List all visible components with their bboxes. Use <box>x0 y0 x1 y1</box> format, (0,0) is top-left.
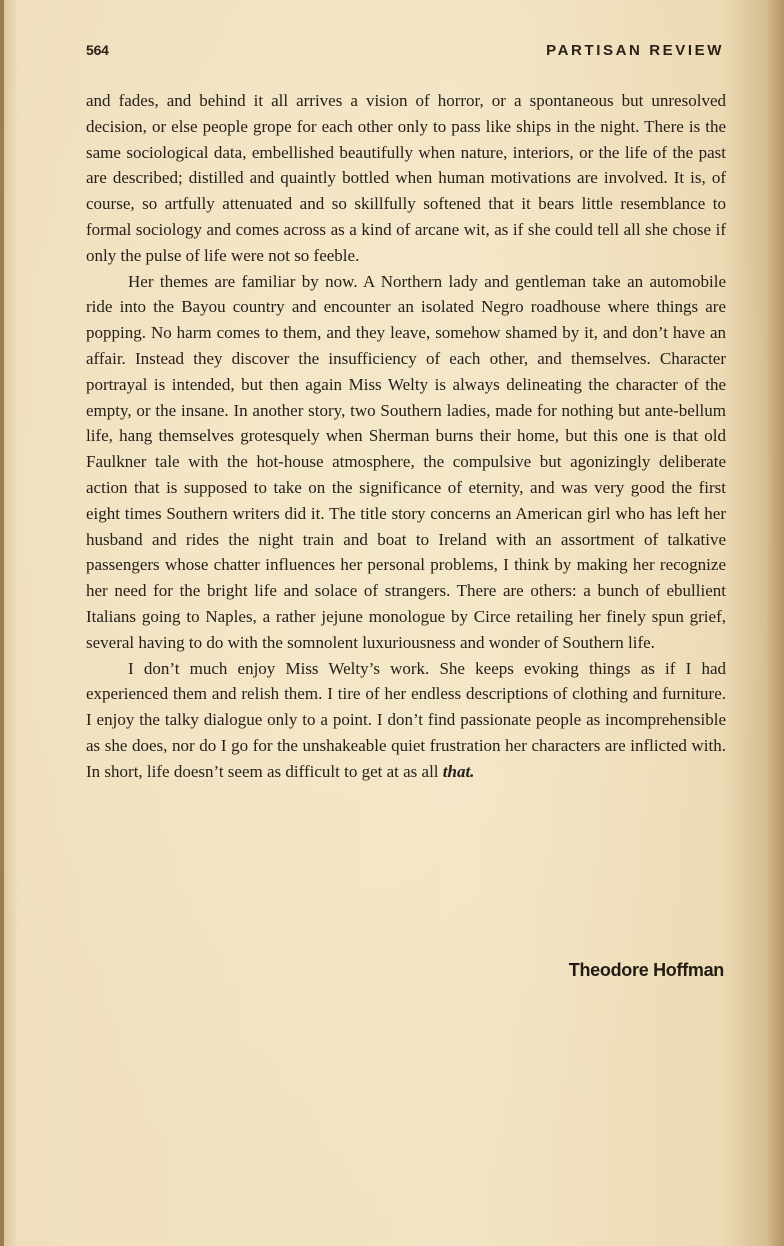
author-signature: Theodore Hoffman <box>568 960 724 980</box>
paragraph-3 <box>86 656 726 785</box>
page-binding-edge <box>0 0 4 1246</box>
page-outer-edge-shadow <box>766 0 784 1246</box>
page-header <box>86 42 724 64</box>
paragraph-2: Her themes are familiar by now. A Northern lady and gentleman take an automobile ride into the Bayou country and encounter an isolated Negro roadhouse where things are popping. No harm comes to them, and they leave, somehow shamed by it, and don’t have an affair. Instead they discover the insufficiency of each other, and themselves. Character portrayal is intended, but then again Miss Welty is always delineating the character of the empty, or the insane. In another story, two Southern ladies, made for nothing but ante-bellum life, hang themselves grotesquely when Sherman burns their home, but this one is that old Faulkner tale with the hot-house atmosphere, the compulsive but agonizingly deliberate action that is supposed to take on the significance of eternity, and was very good the first eight times Southern writers did it. The title story concerns an American girl who has left her husband and rides the night train and boat to Ireland with an assortment of talkative passengers whose chatter influences her personal problems, I think by making her recognize her need for the bright life and solace of strangers. There are others: a bunch of ebullient Italians going to Naples, a rather jejune monologue by Circe retailing her finely spun grief, several having to do with the somnolent luxuriousness and wonder of Southern life. <box>86 271 726 652</box>
paragraph-3-text: I don’t much enjoy Miss Welty’s work. She keeps evoking things as if I had experienced them and relish them. I tire of her endless descriptions of clothing and furniture. I enjoy the talky dialogue only to a point. I don’t find passionate people as incomprehensible as she does, nor do I go for the unshakeable quiet frustration her characters are inflicted with. In short, life doesn’t seem as difficult to get at as all <box>86 658 726 781</box>
paragraph-1: and fades, and behind it all arrives a vision of horror, or a spontaneous but unresolved decision, or else people grope for each other only to pass like ships in the night. There is the same sociological data, embellished beautifully when nature, interiors, or the life of the past are described; distilled and quaintly bottled when human motivations are involved. It is, of course, so artfully attenuated and so skillfully softened that it bears little resemblance to formal sociology and comes across as a kind of arcane wit, as if she could tell all she chose if only the pulse of life were not so feeble. <box>86 91 726 265</box>
running-head: PARTISAN REVIEW <box>546 42 724 59</box>
review-body <box>86 88 726 785</box>
page-number: 564 <box>86 42 109 58</box>
final-emphasis: that. <box>442 761 475 781</box>
